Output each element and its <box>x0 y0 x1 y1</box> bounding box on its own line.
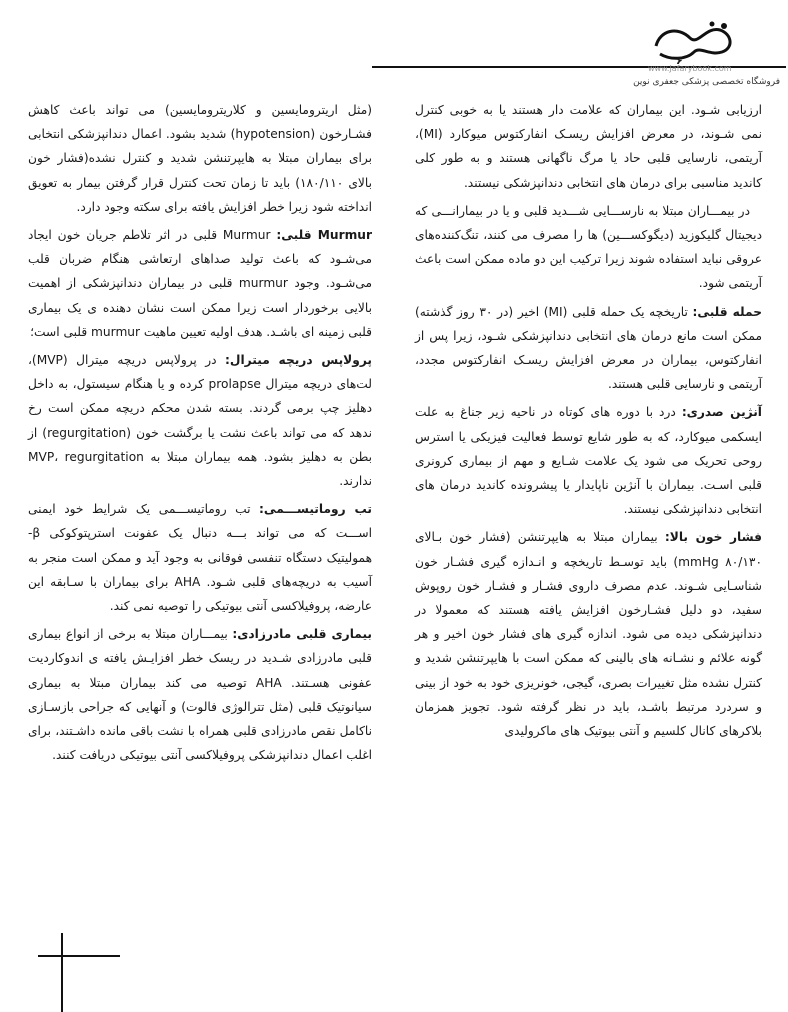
section-heading: تب روماتیســـمی: <box>259 502 372 517</box>
paragraph-text: (مثل اریترومایسین و کلاریترومایسین) می تواند باعث کاهش فشـارخون (hypotension) شدید بشود. اعمال دندانپزشکی انتخابی برای بیماران مبتلا به هایپرتنشن شدید و کنترل نشده(فشار خون بالای ۱۸۰/۱۱۰) باید تا زمان تحت کنترل قرار گرفتن بیمار به تعویق انداخته شود زیرا خطر افزایش یافته برای سکته وجود دارد. <box>28 103 373 214</box>
section-heading: پرولاپس دریچه میترال: <box>225 353 372 368</box>
publisher-logo-icon <box>650 16 740 68</box>
section-heading: Murmur قلبی: <box>276 228 372 243</box>
section-heading: بیماری قلبی مادرزادی: <box>232 627 372 642</box>
paragraph-text: بیماران مبتلا به هایپرتنشن (فشار خون بـالای ۸۰/۱۳۰ mmHg) باید توسـط تاریخچه و انـدازه گیری فشـار خون شناسـایی شـوند. عدم مصرف داروی فشـار و فشـار خون روپوش سفید، دو دلیل فشـارخون افزایش یافته هستند که معمولا در دندانپزشکی دیده می شود. اندازه گیری های فشار خون اخیر و هر گونه علائم و نشـانه های بالینی که ممکن است با هایپرتنشن شدید و کنترل نشده مثل تغییرات بصری، گیجی، خونریزی خود به خود از بینی و سردرد مرتبط باشـد، باید در نظر گرفته شود. تجویز همزمان بلاکرهای کانال کلسیم و آنتی بیوتیک های ماکرولیدی <box>415 530 762 739</box>
crop-mark-horizontal <box>38 955 120 957</box>
right-column <box>415 98 762 747</box>
paragraph <box>415 400 762 521</box>
paragraph-text: Murmur قلبی در اثر تلاطم جریان خون ایجاد می‌شـود که باعث تولید صداهای ارتعاشی هنگام ضربان قلب می‌شـود. وجود murmur قلبی در بیماران دندانپزشکی از اهمیت بالایی برخوردار است زیرا ممکن است نشان دهنده ی یک بیماری قلبی زمینه ای باشـد. هدف اولیه تعیین ماهیت murmur قلبی است؛ <box>28 228 372 339</box>
paragraph-text: درد با دوره های کوتاه در ناحیه زیر جناغ به علت ایسکمی میوکارد، که به طور شایع توسط فعالیت فیزیکی یا استرس روحی تحریک می شود یک علامت شـایع و مهم از بیماری کرونری قلبی اسـت. بیماران با آنژین ناپایدار یا پیشرونده کاندید درمان های انتخابی دندانپزشکی نیستند. <box>415 405 762 517</box>
paragraph <box>28 223 372 344</box>
paragraph <box>28 98 372 219</box>
paragraph <box>415 199 762 296</box>
paragraph-text: بیمـــاران مبتلا به برخی از انواع بیماری قلبی مادرزادی شـدید در ریسک خطر افزایـش یافته ی اندوکاردیت عفونی هسـتند. AHA توصیه می کند بیماران مبتلا به بیماری سیانوتیک قلبی (مثل تترالوژی فالوت) و آنهایی که جراحی بازسـازی ناکامل نقص مادرزادی قلبی همراه با نشت باقی مانده داشـتند، برای اغلب اعمال دندانپزشکی پروفیلاکسی آنتی بیوتیکی دریافت کنند. <box>28 627 372 763</box>
paragraph-text: در بیمـــاران مبتلا به نارســـایی شـــدید قلبی و یا در بیمارانـــی که دیجیتال گلیکوزید (دیگوکســـین) ها را مصرف می کنند، تنگ‌کننده‌های عروقی نباید استفاده شوند زیرا ترکیب این دو ماده ممکن است باعث آریتمی شود. <box>415 203 762 291</box>
paragraph-text: تب روماتیســـمی یک شرایط خود ایمنی اســـت که می تواند بـــه دنبال یک عفونت استرپتوکوکی β- همولیتیک دستگاه تنفسی فوقانی به وجود آید و ممکن است منجر به آسیب به دریچه‌های قلبی شـود. AHA برای بیماران با سـابقه این عارضه، پروفیلاکسی آنتی بیوتیکی را توصیه نمی کند. <box>28 502 372 614</box>
section-heading: فشار خون بالا: <box>664 530 763 545</box>
paragraph-text: تاریخچه یک حمله قلبی (MI) اخیر (در ۳۰ روز گذشته) ممکن است مانع درمان های انتخابی دندانپزشکی شـود، زیرا پس از انفارکتوس، بیماران در معرض افزایش ریسـک انفارکتوس مجدد، آریتمی و نارسایی قلبی هستند. <box>415 304 762 392</box>
paragraph <box>415 525 762 743</box>
paragraph-text: در پرولاپس دریچه میترال (MVP)، لت‌های دریچه میترال prolapse کرده و یا هنگام سیستول، به داخل دهلیز چپ برمی گردند. بسته شدن محکم دریچه ممکن است رخ ندهد که می تواند باعث نشت یا برگشت خون (regurgitation) از بطن به دهلیز بشود. همه بیماران مبتلا به MVP، regurgitation ندارند. <box>28 353 373 489</box>
site-url: www.Jafarybook.com <box>648 64 732 73</box>
store-name: فروشگاه تخصصی پزشکی جعفری نوین <box>633 77 780 87</box>
paragraph <box>415 98 762 195</box>
section-heading: آنژین صدری: <box>681 405 762 420</box>
paragraph-text: ارزیابی شـود. این بیماران که علامت دار هستند یا به خوبی کنترل نمی شـوند، در معرض افزایش ریسـک انفارکتوس میوکارد (MI)، آریتمی، نارسایی قلبی حاد یا مرگ ناگهانی هستند و به طور کلی کاندید مناسبی برای درمان های انتخابی دندانپزشکی نیستند. <box>415 103 762 190</box>
left-column <box>28 98 372 771</box>
crop-mark-vertical <box>61 933 63 1012</box>
paragraph <box>28 497 372 618</box>
section-heading: حمله قلبی: <box>692 304 762 319</box>
paragraph <box>28 348 372 493</box>
page-number: ۶ <box>676 54 683 67</box>
paragraph <box>415 300 762 397</box>
paragraph <box>28 622 372 767</box>
